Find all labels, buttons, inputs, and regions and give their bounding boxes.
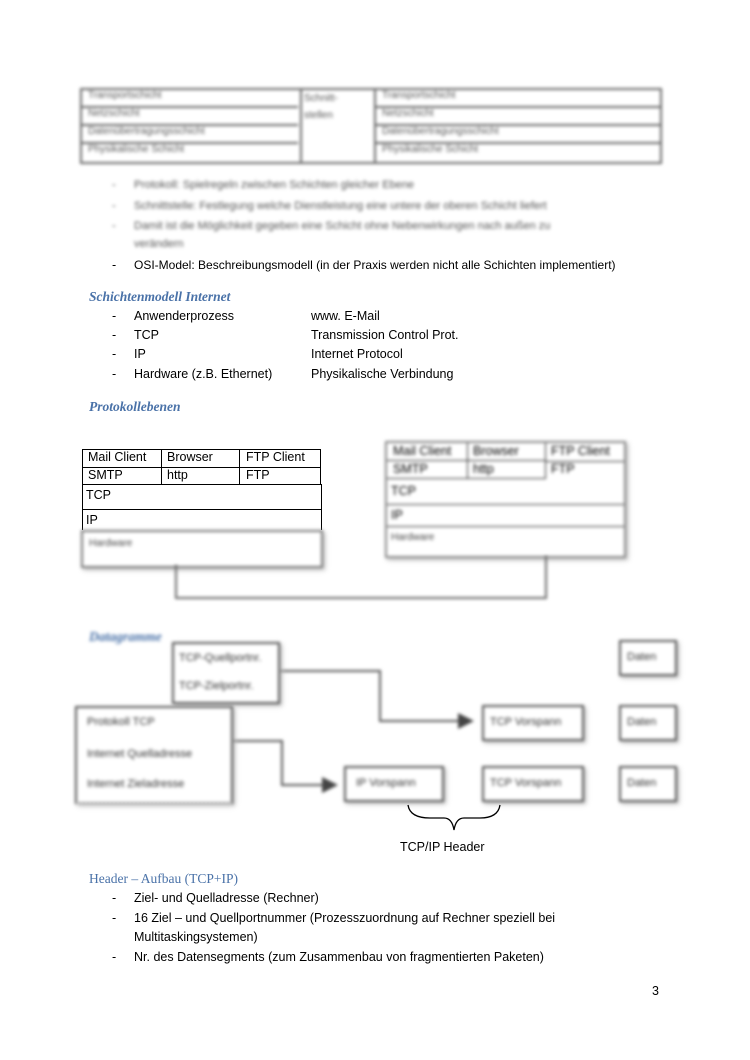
- daten-box-2: Daten: [619, 705, 677, 741]
- ip-vorspann-box: IP Vorspann: [344, 766, 444, 802]
- stack-cell: Browser: [473, 444, 519, 458]
- stack-cell: TCP: [391, 484, 416, 498]
- stack-cell: FTP Client: [246, 450, 305, 464]
- table-cell: Transportschicht: [382, 90, 456, 101]
- stack-cell: SMTP: [88, 468, 123, 482]
- stack-cell: SMTP: [393, 462, 428, 476]
- stack-cell: FTP Client: [551, 444, 610, 458]
- section-heading-protokollebenen: Protokollebenen: [89, 399, 181, 414]
- stack-cell: IP: [86, 513, 98, 527]
- stack-cell: TCP: [86, 488, 111, 502]
- hardware-layer-left: Hardware: [81, 530, 323, 568]
- tcp-vorspann-box-1: TCP Vorspann: [482, 705, 584, 741]
- table-cell: Datenübertragungsschicht: [382, 126, 499, 137]
- tcp-port-box: TCP-Quellportnr. TCP-Zielportnr.: [172, 642, 280, 704]
- table-cell: Physikalische Schicht: [88, 144, 185, 155]
- stack-cell: http: [167, 468, 188, 482]
- daten-box-1: Daten: [619, 640, 677, 676]
- stack-cell: http: [473, 462, 494, 476]
- stack-cell: Mail Client: [88, 450, 147, 464]
- page-number: 3: [652, 984, 659, 998]
- section-heading-schichtenmodell: Schichtenmodell Internet: [89, 289, 231, 304]
- section-heading-datagramme: Datagramme: [89, 629, 162, 644]
- stack-cell: FTP: [246, 468, 270, 482]
- table-cell: Physikalische Schicht: [382, 144, 479, 155]
- stack-cell: Hardware: [391, 532, 435, 543]
- ip-fields-box: Protokoll TCP Internet Quelladresse Internet Zieladresse: [75, 706, 233, 804]
- tcp-vorspann-box-2: TCP Vorspann: [482, 766, 584, 802]
- table-cell: Datenübertragungsschicht: [88, 126, 205, 137]
- list-item-detail: www. E-Mail: [311, 309, 380, 323]
- table-cell: Schnitt- stellen: [304, 93, 338, 121]
- list-item-detail: Transmission Control Prot.: [311, 328, 459, 342]
- table-cell: Netzschicht: [382, 108, 434, 119]
- list-item-detail: Internet Protocol: [311, 347, 403, 361]
- stack-cell: Browser: [167, 450, 213, 464]
- table-cell: Transportschicht: [88, 90, 162, 101]
- daten-box-3: Daten: [619, 766, 677, 802]
- section-heading-header-aufbau: Header – Aufbau (TCP+IP): [89, 871, 238, 886]
- table-cell: Netzschicht: [88, 108, 140, 119]
- stack-cell: IP: [391, 508, 403, 522]
- stack-cell: FTP: [551, 462, 575, 476]
- list-item-detail: Physikalische Verbindung: [311, 367, 454, 381]
- stack-cell: Mail Client: [393, 444, 452, 458]
- brace-label: TCP/IP Header: [400, 840, 485, 854]
